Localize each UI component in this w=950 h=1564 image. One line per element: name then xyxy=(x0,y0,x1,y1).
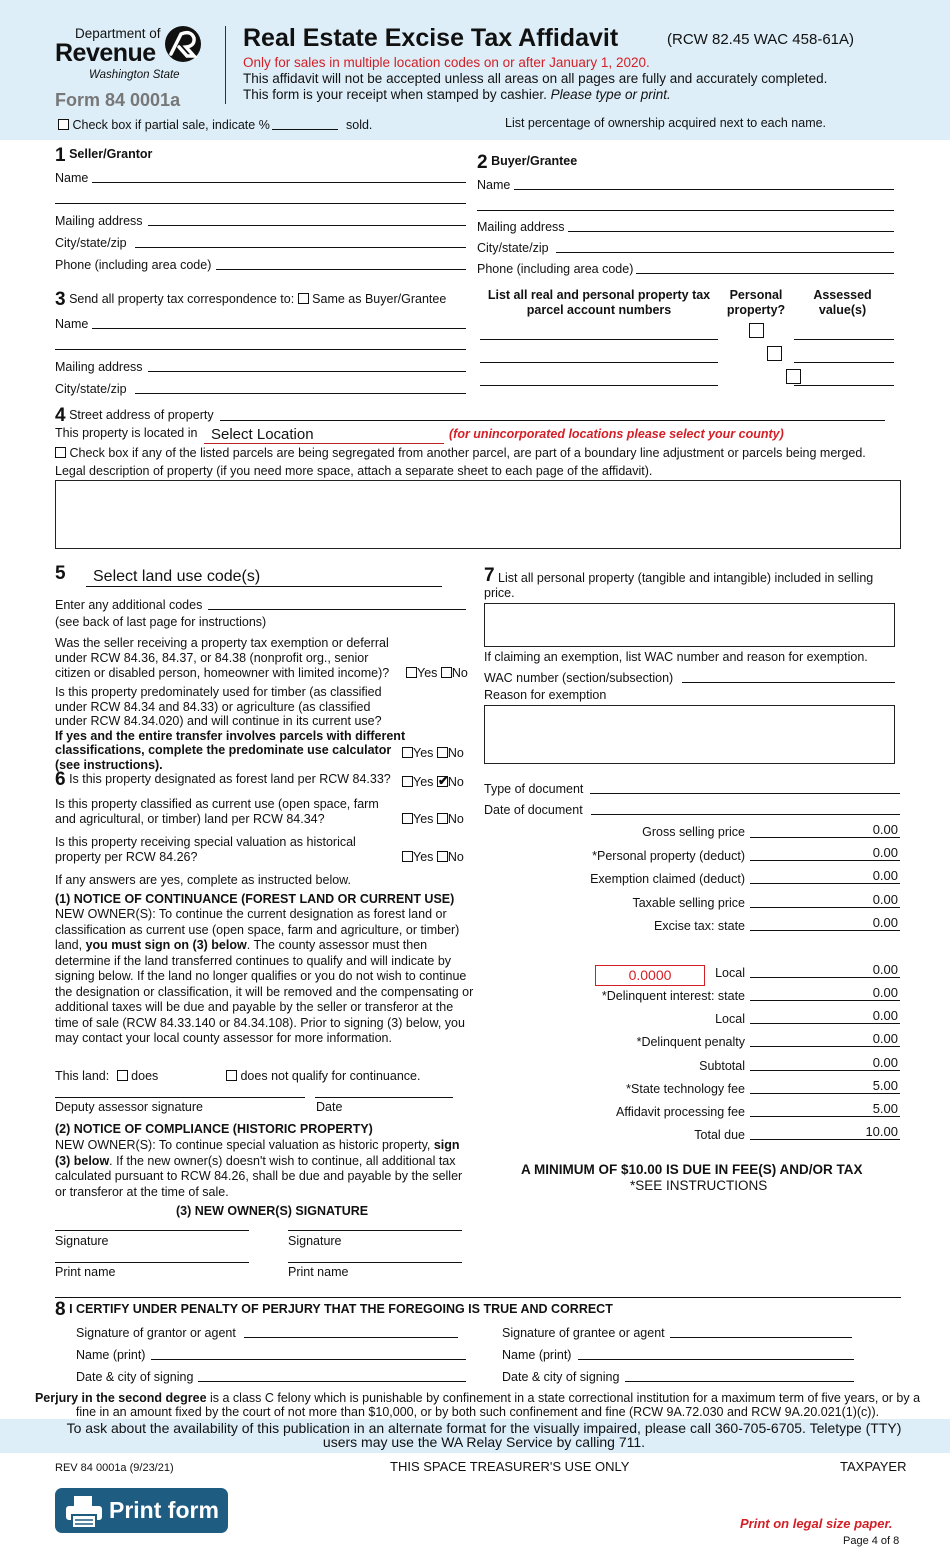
street-address-label: Street address of property xyxy=(69,408,214,422)
notice1-title: (1) NOTICE OF CONTINUANCE (FOREST LAND OR CURRENT USE) xyxy=(55,892,455,906)
seller-city-input[interactable] xyxy=(135,247,466,248)
dept-line3: Washington State xyxy=(89,69,180,81)
tax-value-personal[interactable]: 0.00 xyxy=(750,845,900,861)
does-label: does xyxy=(131,1069,159,1083)
grantor-name-label: Name (print) xyxy=(76,1348,146,1362)
section5-num: 5 xyxy=(55,563,66,584)
tax-label-state: Excise tax: state xyxy=(653,919,745,933)
q2-bold3: (see instructions). xyxy=(55,757,163,772)
buyer-mailing-input[interactable] xyxy=(568,231,894,232)
seller-title: Seller/Grantor xyxy=(69,147,153,161)
tax-value-exemption[interactable]: 0.00 xyxy=(750,868,900,884)
notice3-title: (3) NEW OWNER(S) SIGNATURE xyxy=(176,1204,369,1218)
grantor-date-label: Date & city of signing xyxy=(76,1370,194,1384)
rev-number: REV 84 0001a (9/23/21) xyxy=(55,1462,174,1474)
current-use-no-label: No xyxy=(447,812,464,826)
location-select[interactable] xyxy=(204,426,444,444)
seller-mailing-label: Mailing address xyxy=(55,214,143,228)
buyer-num: 2 xyxy=(477,152,488,173)
personal-property-checkbox-2[interactable] xyxy=(767,346,782,361)
q2-bold2: classifications, complete the predominate use calculator xyxy=(55,743,392,757)
notice-2b: Please type or print. xyxy=(550,87,671,102)
grantee-sig-input[interactable] xyxy=(670,1337,852,1338)
doc-type-input[interactable] xyxy=(590,793,900,794)
q1-yes-label: Yes xyxy=(417,666,438,680)
seller-city-label: City/state/zip xyxy=(55,236,127,250)
section6-num: 6 xyxy=(55,769,66,790)
q2-yes-label: Yes xyxy=(413,746,434,760)
current-use-yes-checkbox[interactable] xyxy=(402,813,413,824)
location-note: (for unincorporated locations please select your county) xyxy=(449,427,784,441)
section8-num: 8 xyxy=(55,1299,66,1320)
doc-type-label: Type of document xyxy=(484,782,584,796)
section3-name-input[interactable] xyxy=(92,328,466,329)
q1-line3: citizen or disabled person, homeowner with limited income)? xyxy=(55,666,390,680)
tax-value-total[interactable]: 10.00 xyxy=(750,1124,900,1140)
historic-yes-no xyxy=(402,850,464,864)
tax-value-taxable[interactable]: 0.00 xyxy=(750,892,900,908)
owner-signature-input-2[interactable] xyxy=(288,1230,462,1231)
section-4-header xyxy=(55,405,214,427)
grantee-name-input[interactable] xyxy=(578,1359,854,1360)
buyer-name-label: Name xyxy=(477,178,511,192)
current-use-yes-label: Yes xyxy=(413,812,434,826)
grantee-date-label: Date & city of signing xyxy=(502,1370,620,1384)
buyer-phone-input[interactable] xyxy=(636,273,894,274)
q1-line2: under RCW 84.36, 84.37, or 84.38 (nonprofit org., senior xyxy=(55,651,369,665)
tax-label-tech-fee: *State technology fee xyxy=(626,1082,745,1096)
personal-property-textarea[interactable] xyxy=(484,603,895,647)
parcel-col3-l1: Assessed xyxy=(813,288,872,302)
legal-desc-label: Legal description of property (if you need more space, attach a separate sheet to each page of the affidavit). xyxy=(55,464,653,478)
tax-label-subtotal: Subtotal xyxy=(699,1059,745,1073)
tax-label-interest-state: *Delinquent interest: state xyxy=(601,989,745,1003)
current-use-no-checkbox[interactable] xyxy=(437,813,448,824)
owner-print-label-2: Print name xyxy=(288,1265,349,1279)
dept-line1: Department of xyxy=(75,26,161,41)
section3-name-label: Name xyxy=(55,317,89,331)
forest-no-checkbox[interactable] xyxy=(437,776,448,787)
parcel-col3-l2: value(s) xyxy=(818,303,867,317)
tax-value-local[interactable]: 0.00 xyxy=(750,962,900,978)
notice2-p2: . If the new owner(s) doesn't wish to continue, all additional tax calculated pursuant to RCW 84.26, shall be due and payable by the seller or transferor at the time of sale. xyxy=(55,1153,463,1199)
ownership-note: List percentage of ownership acquired next to each name. xyxy=(505,116,827,130)
segregated-checkbox[interactable] xyxy=(55,447,66,458)
grantor-sig-label: Signature of grantor or agent xyxy=(76,1326,236,1340)
notice2-paragraph xyxy=(55,1138,475,1200)
tax-label-taxable: Taxable selling price xyxy=(632,896,745,910)
historic-yes-checkbox[interactable] xyxy=(402,851,413,862)
buyer-title: Buyer/Grantee xyxy=(491,154,578,168)
form-number: Form 84 0001a xyxy=(55,90,181,110)
tax-value-processing-fee[interactable]: 5.00 xyxy=(750,1101,900,1117)
forest-no-label: No xyxy=(447,775,464,789)
section-2-number xyxy=(477,152,577,174)
tax-label-interest-local: Local xyxy=(715,1012,745,1026)
street-address-input[interactable] xyxy=(220,420,885,421)
partial-sale-label: Check box if partial sale, indicate % xyxy=(72,118,270,132)
wac-input[interactable] xyxy=(682,682,895,683)
historic-yes-label: Yes xyxy=(413,850,434,864)
dept-line2: Revenue xyxy=(55,39,156,67)
tax-value-interest-local[interactable]: 0.00 xyxy=(750,1008,900,1024)
forest-yes-checkbox[interactable] xyxy=(402,776,413,787)
seller-num: 1 xyxy=(55,145,66,166)
timber-question xyxy=(55,685,405,772)
does-checkbox[interactable] xyxy=(117,1070,128,1081)
land-use-select-value: Select land use code(s) xyxy=(93,568,261,585)
q6b-line1: Is this property classified as current use (open space, farm xyxy=(55,797,379,811)
tax-label-processing-fee: Affidavit processing fee xyxy=(615,1105,745,1119)
current-use-question xyxy=(55,797,379,827)
parcel-col3-header xyxy=(805,288,880,318)
buyer-city-label: City/state/zip xyxy=(477,241,549,255)
section4-num: 4 xyxy=(55,405,66,426)
exemption-question xyxy=(55,636,389,681)
seller-phone-input[interactable] xyxy=(216,269,466,270)
grantee-date-input[interactable] xyxy=(625,1381,854,1382)
tax-label-personal: *Personal property (deduct) xyxy=(592,849,745,863)
q2-line3: under RCW 84.34.020) and will continue in its current use? xyxy=(55,714,382,728)
buyer-name-input-2[interactable] xyxy=(477,210,894,211)
section8-rule xyxy=(55,1297,901,1298)
q6c-line1: Is this property receiving special valuation as historical xyxy=(55,835,356,849)
print-form-label: Print form xyxy=(109,1497,219,1523)
q1-no-checkbox[interactable] xyxy=(441,667,452,678)
notice-2 xyxy=(243,87,671,102)
notice2-p1: NEW OWNER(S): To continue special valuation as historic property, xyxy=(55,1138,431,1152)
section3-title: Send all property tax correspondence to: xyxy=(69,292,295,306)
owner-print-input-1[interactable] xyxy=(55,1262,249,1263)
partial-percent-input[interactable] xyxy=(272,129,338,130)
local-rate-value: 0.0000 xyxy=(628,967,672,983)
buyer-name-input[interactable] xyxy=(514,189,894,190)
q1-no-label: No xyxy=(451,666,468,680)
q2-no-label: No xyxy=(447,746,464,760)
tax-value-subtotal[interactable]: 0.00 xyxy=(750,1055,900,1071)
grantor-sig-input[interactable] xyxy=(244,1337,458,1338)
q1-yes-checkbox[interactable] xyxy=(406,667,417,678)
dor-logo xyxy=(55,22,205,90)
grantee-name-label: Name (print) xyxy=(502,1348,572,1362)
doc-date-input[interactable] xyxy=(591,814,900,815)
print-form-button[interactable] xyxy=(55,1488,228,1533)
q2-yes-checkbox[interactable] xyxy=(402,747,413,758)
this-land-row xyxy=(55,1069,158,1083)
historic-question xyxy=(55,835,356,865)
grantor-date-input[interactable] xyxy=(198,1381,466,1382)
section3-num: 3 xyxy=(55,289,66,310)
section8-header xyxy=(55,1299,613,1321)
this-land-label: This land: xyxy=(55,1069,110,1083)
same-as-buyer-checkbox[interactable] xyxy=(298,293,309,304)
deputy-date-input[interactable] xyxy=(315,1097,453,1098)
tax-label-gross: Gross selling price xyxy=(642,825,745,839)
section8-title: I CERTIFY UNDER PENALTY OF PERJURY THAT THE FOREGOING IS TRUE AND CORRECT xyxy=(69,1302,613,1316)
perjury-note xyxy=(30,1391,925,1419)
owner-signature-label-2: Signature xyxy=(288,1234,342,1248)
partial-sold-label: sold. xyxy=(346,118,373,132)
wac-label: WAC number (section/subsection) xyxy=(484,671,674,685)
deputy-date-label: Date xyxy=(316,1100,343,1114)
seller-name-input-2[interactable] xyxy=(55,203,466,204)
historic-no-checkbox[interactable] xyxy=(437,851,448,862)
taxpayer-label: TAXPAYER xyxy=(840,1459,907,1474)
tax-value-penalty[interactable]: 0.00 xyxy=(750,1031,900,1047)
historic-no-label: No xyxy=(447,850,464,864)
q2-bold1: If yes and the entire transfer involves parcels with different xyxy=(55,728,406,743)
buyer-city-input[interactable] xyxy=(556,252,894,253)
perjury-text: is a class C felony which is punishable by confinement in a state correctional institution for a maximum term of five years, or by a fine in an amount fixed by the court of not more than $10,000, or by both such confinement and fine (RCW 9A.72.030 and RCW 9A.20.021(1)(c)). xyxy=(75,1391,921,1419)
owner-signature-label-1: Signature xyxy=(55,1234,109,1248)
notice1-bold: you must sign on (3) below xyxy=(85,938,247,952)
owner-print-label-1: Print name xyxy=(55,1265,116,1279)
tax-value-tech-fee[interactable]: 5.00 xyxy=(750,1078,900,1094)
tax-label-local: Local xyxy=(715,966,745,980)
forest-yes-no xyxy=(402,775,464,789)
q1-yes-no xyxy=(406,666,468,680)
partial-sale-checkbox[interactable] xyxy=(58,119,69,130)
section-3-header xyxy=(55,289,446,311)
current-use-yes-no xyxy=(402,812,464,826)
section3-name-input-2[interactable] xyxy=(55,349,466,350)
deputy-label: Deputy assessor signature xyxy=(55,1100,203,1114)
parcel-input-1[interactable] xyxy=(480,339,718,340)
grantor-name-input[interactable] xyxy=(151,1359,466,1360)
tax-value-gross[interactable]: 0.00 xyxy=(750,822,900,838)
buyer-phone-label: Phone (including area code) xyxy=(477,262,634,276)
personal-property-checkbox-3[interactable] xyxy=(786,369,801,384)
assessed-value-input-1[interactable] xyxy=(794,339,894,340)
does-not-label: does not qualify for continuance. xyxy=(240,1069,421,1083)
q2-line1: Is this property predominately used for timber (as classified xyxy=(55,685,382,699)
page-number: Page 4 of 8 xyxy=(843,1535,900,1547)
section6-header xyxy=(55,769,391,791)
tax-label-total: Total due xyxy=(694,1128,745,1142)
grantee-sig-label: Signature of grantee or agent xyxy=(502,1326,665,1340)
tax-value-state[interactable]: 0.00 xyxy=(750,915,900,931)
see-instructions: *SEE INSTRUCTIONS xyxy=(630,1178,768,1193)
q6c-line2: property per RCW 84.26? xyxy=(55,850,198,864)
partial-sale-row xyxy=(58,118,270,132)
segregated-label: Check box if any of the listed parcels are being segregated from another parcel, are part of a boundary line adjustment or parcels being merged. xyxy=(69,446,866,460)
doc-date-label: Date of document xyxy=(484,803,583,817)
personal-property-checkbox-1[interactable] xyxy=(749,323,764,338)
notice2-bold: sign (3) below xyxy=(55,1138,460,1168)
section7-title: List all personal property (tangible and intangible) included in selling price. xyxy=(484,571,874,600)
segregated-row xyxy=(55,446,866,460)
reason-label: Reason for exemption xyxy=(484,688,607,702)
q2-line2: under RCW 84.34 and 84.33) or agriculture (as classified xyxy=(55,699,371,714)
red-notice: Only for sales in multiple location codes on or after January 1, 2020. xyxy=(243,55,650,70)
located-in-label: This property is located in xyxy=(55,426,198,440)
deputy-signature-input[interactable] xyxy=(55,1097,305,1098)
section3-mailing-input[interactable] xyxy=(148,371,466,372)
section3-city-label: City/state/zip xyxy=(55,382,127,396)
does-not-checkbox[interactable] xyxy=(226,1070,237,1081)
assessed-value-input-3[interactable] xyxy=(794,385,894,386)
notice2-title: (2) NOTICE OF COMPLIANCE (HISTORIC PROPERTY) xyxy=(55,1122,373,1136)
reason-textarea[interactable] xyxy=(484,705,895,764)
see-back-label: (see back of last page for instructions) xyxy=(55,615,267,629)
assessed-value-input-2[interactable] xyxy=(794,362,894,363)
same-as-buyer-label: Same as Buyer/Grantee xyxy=(312,292,447,306)
parcel-col1-l2: parcel account numbers xyxy=(526,303,672,317)
forest-yes-label: Yes xyxy=(413,775,434,789)
parcel-col1-l1: List all real and personal property tax xyxy=(487,288,711,302)
notice1-p2: . The county assessor must then determine if the land transferred continues to qualify and will indicate by signing below. If the land no longer qualifies or you do not wish to continue the designation or classification, it will be removed and the compensating or additional taxes will be due and payable by the seller or transferor at the time of sale (RCW 84.33.140 or 84.34.108). Prior to signing (3) below, you may contact your local county assessor for more information. xyxy=(55,938,474,1045)
alt-format-note: To ask about the availability of this publication in an alternate format for the visually impaired, please call 360-705-6705. Teletype (TTY) users may use the WA Relay Service by calling 711. xyxy=(66,1420,902,1450)
revenue-logo-icon xyxy=(161,24,205,64)
q2-no-checkbox[interactable] xyxy=(437,747,448,758)
section3-mailing-label: Mailing address xyxy=(55,360,143,374)
if-yes-label: If any answers are yes, complete as instructed below. xyxy=(55,873,351,887)
perjury-bold: Perjury in the second degree xyxy=(34,1391,207,1405)
legal-description-textarea[interactable] xyxy=(55,480,901,549)
buyer-mailing-label: Mailing address xyxy=(477,220,565,234)
seller-phone-label: Phone (including area code) xyxy=(55,258,212,272)
notice-1: This affidavit will not be accepted unless all areas on all pages are fully and accurately completed. xyxy=(243,71,828,86)
exemption-label: If claiming an exemption, list WAC number and reason for exemption. xyxy=(484,650,868,664)
does-not-row xyxy=(226,1069,420,1083)
q1-line1: Was the seller receiving a property tax exemption or deferral xyxy=(55,636,389,650)
section3-city-input[interactable] xyxy=(135,393,466,394)
tax-value-interest-state[interactable]: 0.00 xyxy=(750,985,900,1001)
additional-codes-input[interactable] xyxy=(208,609,466,610)
parcel-input-2[interactable] xyxy=(480,362,718,363)
tax-label-penalty: *Delinquent penalty xyxy=(636,1035,745,1049)
minimum-due: A MINIMUM OF $10.00 IS DUE IN FEE(S) AND/OR TAX xyxy=(521,1162,863,1177)
treasurer-label: THIS SPACE TREASURER'S USE ONLY xyxy=(390,1459,630,1474)
owner-print-input-2[interactable] xyxy=(288,1262,462,1263)
section-1-number xyxy=(55,145,152,167)
printer-icon xyxy=(64,1495,104,1529)
parcel-col1-header xyxy=(480,288,718,318)
owner-signature-input-1[interactable] xyxy=(55,1230,249,1231)
seller-mailing-input[interactable] xyxy=(148,225,466,226)
seller-name-label: Name xyxy=(55,171,89,185)
legal-paper-note: Print on legal size paper. xyxy=(740,1516,893,1531)
additional-codes-label: Enter any additional codes xyxy=(55,598,203,612)
land-use-select[interactable] xyxy=(86,568,442,587)
parcel-col2-header xyxy=(726,288,786,318)
notice-2a: This form is your receipt when stamped by cashier. xyxy=(243,87,547,102)
parcel-input-3[interactable] xyxy=(480,385,718,386)
parcel-col2-l2: property? xyxy=(726,303,786,317)
tax-label-exemption: Exemption claimed (deduct) xyxy=(590,872,745,886)
parcel-col2-l1: Personal xyxy=(729,288,783,302)
seller-name-input[interactable] xyxy=(92,182,466,183)
forest-land-question: Is this property designated as forest land per RCW 84.33? xyxy=(69,772,391,786)
form-title: Real Estate Excise Tax Affidavit xyxy=(243,24,619,52)
q2-yes-no xyxy=(402,746,464,760)
q6b-line2: and agricultural, or timber) land per RCW 84.34? xyxy=(55,812,325,826)
notice1-p1: NEW OWNER(S): To continue the current designation as forest land or classification as current use (open space, farm and agriculture, or timber) land, xyxy=(55,907,460,952)
form-title-ref: (RCW 82.45 WAC 458-61A) xyxy=(667,31,855,48)
notice1-paragraph xyxy=(55,907,475,1047)
section7-num: 7 xyxy=(484,565,495,586)
header-divider xyxy=(225,26,226,104)
location-select-value: Select Location xyxy=(211,426,314,443)
